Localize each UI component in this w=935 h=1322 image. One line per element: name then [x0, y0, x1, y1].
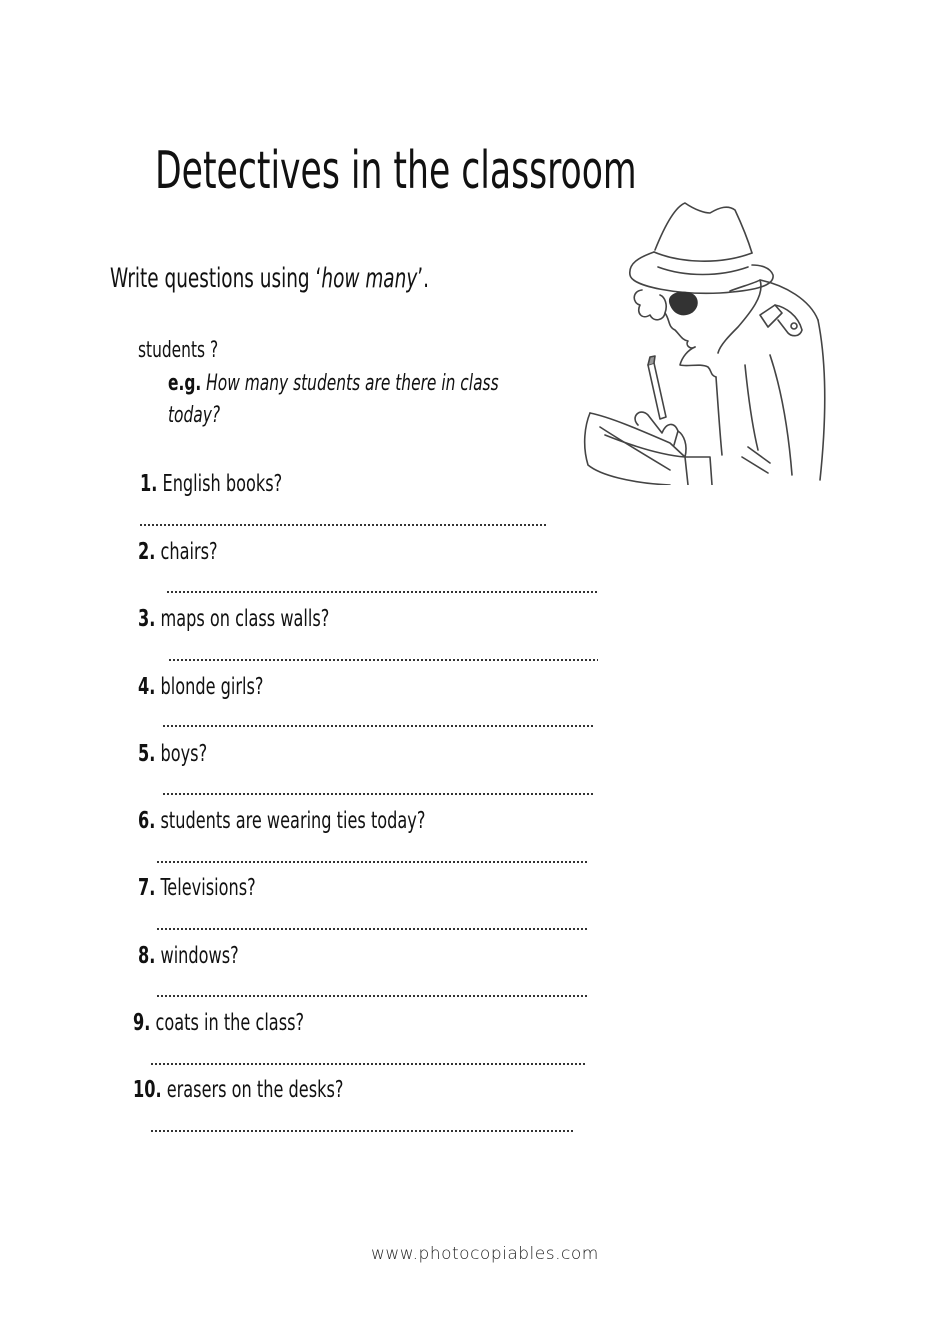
answer-line-9[interactable]	[150, 1063, 587, 1065]
answer-line-1[interactable]	[139, 524, 548, 526]
question-number: 5.	[138, 741, 156, 767]
question-number: 2.	[138, 539, 156, 565]
example-answer	[168, 370, 499, 398]
question-number: 7.	[138, 875, 156, 901]
question-7	[138, 873, 256, 903]
question-5	[138, 739, 207, 769]
question-text: coats in the class?	[155, 1010, 305, 1036]
page-title: Detectives in the classroom	[155, 141, 637, 201]
instruction-text	[110, 262, 429, 296]
question-2	[138, 537, 218, 567]
question-number: 10.	[133, 1077, 162, 1103]
example-answer-line1: How many students are there in class	[206, 371, 499, 396]
question-1	[140, 469, 282, 499]
question-10	[133, 1075, 343, 1105]
question-number: 9.	[133, 1010, 151, 1036]
question-number: 3.	[138, 606, 156, 632]
question-text: English books?	[162, 471, 283, 497]
answer-line-4[interactable]	[162, 725, 593, 727]
answer-line-10[interactable]	[150, 1130, 573, 1132]
quote-close: ’.	[417, 263, 429, 294]
example-answer-line2: today?	[168, 403, 221, 428]
question-6	[138, 806, 425, 836]
question-8	[138, 941, 239, 971]
answer-line-5[interactable]	[162, 793, 593, 795]
quote-open: ‘	[315, 263, 322, 294]
question-number: 1.	[140, 471, 158, 497]
question-number: 4.	[138, 674, 156, 700]
question-9	[133, 1008, 304, 1038]
example-label: e.g.	[168, 371, 202, 396]
question-text: maps on class walls?	[160, 606, 330, 632]
question-text: chairs?	[160, 539, 218, 565]
detective-icon	[570, 195, 830, 485]
question-4	[138, 672, 263, 702]
question-text: erasers on the desks?	[166, 1077, 344, 1103]
question-text: boys?	[160, 741, 208, 767]
answer-line-3[interactable]	[168, 659, 598, 661]
question-number: 8.	[138, 943, 156, 969]
question-3	[138, 604, 329, 634]
question-text: students are wearing ties today?	[160, 808, 426, 834]
instruction-prefix: Write questions using	[110, 263, 316, 294]
question-text: Televisions?	[160, 875, 256, 901]
answer-line-6[interactable]	[156, 861, 588, 863]
example-prompt: students ?	[138, 338, 219, 363]
answer-line-8[interactable]	[156, 995, 588, 997]
answer-line-7[interactable]	[156, 928, 588, 930]
instruction-emphasis: how many	[321, 263, 418, 294]
answer-line-2[interactable]	[166, 591, 598, 593]
question-text: blonde girls?	[160, 674, 264, 700]
footer-url[interactable]: www.photocopiables.com	[371, 1244, 599, 1264]
question-number: 6.	[138, 808, 156, 834]
question-text: windows?	[160, 943, 239, 969]
